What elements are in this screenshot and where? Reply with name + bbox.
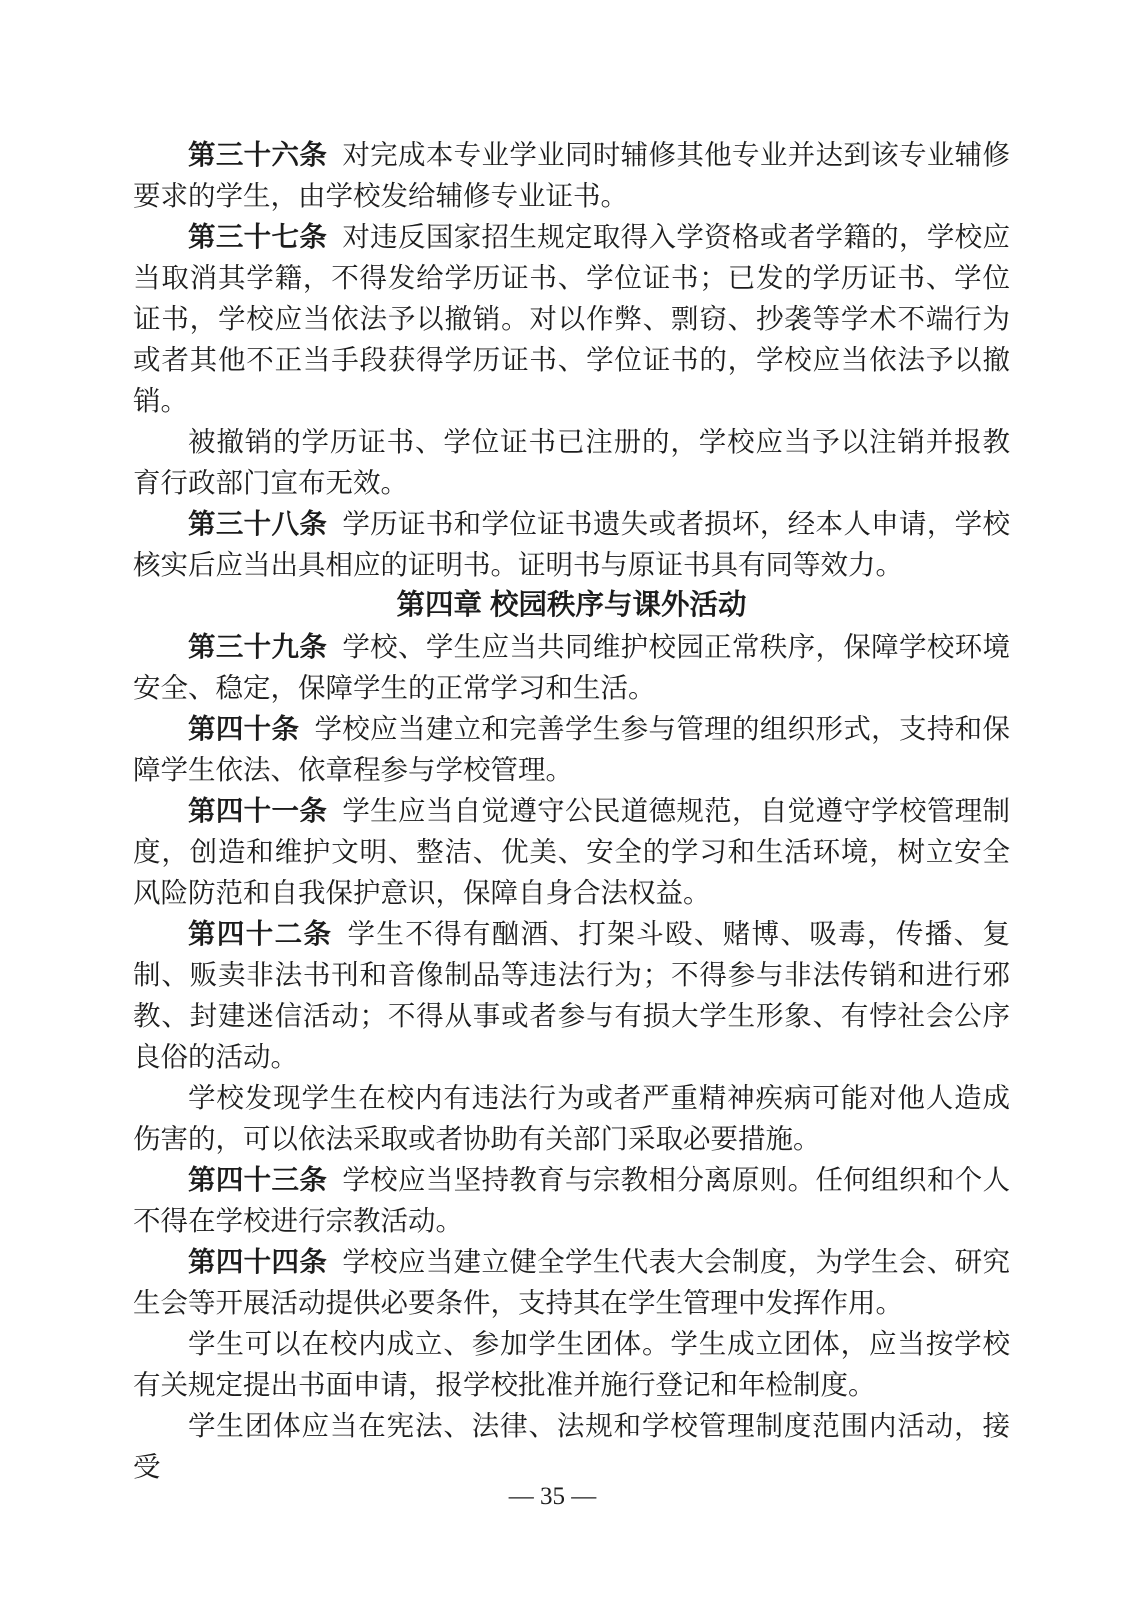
article-paragraph (133, 1159, 1010, 1241)
body-paragraph: 被撤销的学历证书、学位证书已注册的，学校应当予以注销并报教育行政部门宣布无效。 (133, 426, 1010, 498)
article-text: 学校、学生应当共同维护校园正常秩序，保障学校环境安全、稳定，保障学生的正常学习和生活。 (133, 631, 1011, 703)
article-number: 第三十八条 (188, 508, 328, 539)
article-paragraph (133, 790, 1010, 913)
body-paragraph: 学校发现学生在校内有违法行为或者严重精神疾病可能对他人造成伤害的，可以依法采取或者协助有关部门采取必要措施。 (133, 1082, 1010, 1154)
body-paragraph: 学生可以在校内成立、参加学生团体。学生成立团体，应当按学校有关规定提出书面申请，报学校批准并施行登记和年检制度。 (133, 1328, 1010, 1400)
article-number: 第三十九条 (188, 631, 328, 662)
article-paragraph (133, 134, 1010, 216)
article-paragraph (133, 1241, 1010, 1323)
article-text: 学生不得有酗酒、打架斗殴、赌博、吸毒，传播、复制、贩卖非法书刊和音像制品等违法行为；不得参与非法传销和进行邪教、封建迷信活动；不得从事或者参与有损大学生形象、有悖社会公序良俗的活动。 (133, 918, 1011, 1072)
document-body (133, 134, 1010, 1487)
article-text: 学校应当建立健全学生代表大会制度，为学生会、研究生会等开展活动提供必要条件，支持其在学生管理中发挥作用。 (133, 1246, 1011, 1318)
article-paragraph (133, 216, 1010, 421)
article-text: 对完成本专业学业同时辅修其他专业并达到该专业辅修要求的学生，由学校发给辅修专业证书。 (133, 139, 1011, 211)
article-number: 第四十一条 (188, 795, 328, 826)
article-paragraph (133, 708, 1010, 790)
article-paragraph (133, 913, 1010, 1077)
article-number: 第三十七条 (188, 221, 328, 252)
article-text: 对违反国家招生规定取得入学资格或者学籍的，学校应当取消其学籍，不得发给学历证书、学位证书；已发的学历证书、学位证书，学校应当依法予以撤销。对以作弊、剽窃、抄袭等学术不端行为或者其他不正当手段获得学历证书、学位证书的，学校应当依法予以撤销。 (133, 221, 1011, 416)
article-text: 学生应当自觉遵守公民道德规范，自觉遵守学校管理制度，创造和维护文明、整洁、优美、安全的学习和生活环境，树立安全风险防范和自我保护意识，保障自身合法权益。 (133, 795, 1011, 908)
article-text: 学校应当坚持教育与宗教相分离原则。任何组织和个人不得在学校进行宗教活动。 (133, 1164, 1011, 1236)
article-text: 学历证书和学位证书遗失或者损坏，经本人申请，学校核实后应当出具相应的证明书。证明书与原证书具有同等效力。 (133, 508, 1011, 580)
article-paragraph (133, 626, 1010, 708)
article-number: 第四十四条 (188, 1246, 328, 1277)
article-number: 第四十三条 (188, 1164, 328, 1195)
article-text: 学校应当建立和完善学生参与管理的组织形式，支持和保障学生依法、依章程参与学校管理。 (133, 713, 1011, 785)
article-number: 第三十六条 (188, 139, 328, 170)
article-paragraph (133, 503, 1010, 585)
page-number: — 35 — (508, 1483, 597, 1510)
body-paragraph: 学生团体应当在宪法、法律、法规和学校管理制度范围内活动，接受 (133, 1410, 1010, 1482)
article-number: 第四十条 (188, 713, 300, 744)
article-number: 第四十二条 (188, 918, 333, 949)
chapter-heading: 第四章 校园秩序与课外活动 (396, 589, 747, 621)
